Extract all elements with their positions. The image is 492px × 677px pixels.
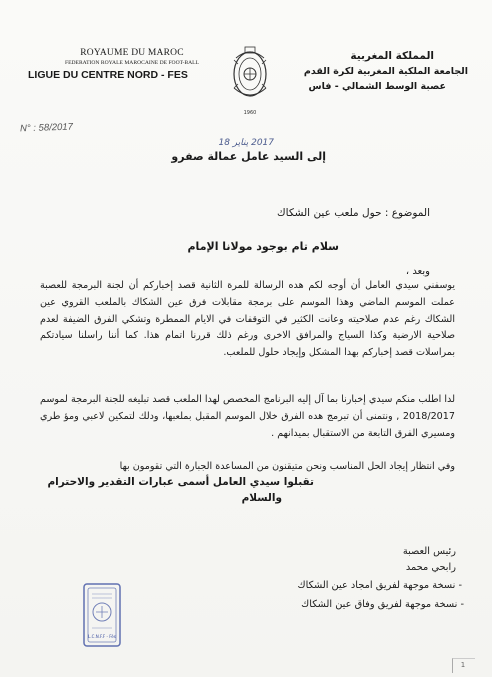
league-logo-icon	[228, 44, 272, 106]
league-label-ar: عصبة الوسط الشمالي - فاس	[308, 81, 446, 92]
french-letterhead	[28, 48, 200, 81]
opening: وبعد ،	[405, 266, 430, 277]
subject-line: الموضوع : حول ملعب عين الشكاك	[276, 207, 430, 219]
kingdom-label: ROYAUME DU MAROC	[80, 48, 184, 58]
signatory-name: رابحي محمد	[405, 562, 456, 573]
federation-label-ar: الجامعة الملكية المغربية لكرة القدم	[303, 66, 468, 77]
reference-number: N° : 58/2017	[19, 121, 74, 135]
closing-formula: تقبلوا سيدي العامل أسمى عبارات التقدير والاحترام	[47, 476, 314, 488]
federation-label: FEDERATION ROYALE MAROCAINE DE FOOT-BALL	[64, 60, 200, 66]
received-date-stamp: 2017 يناير 18	[218, 138, 274, 148]
copy-recipient-2: - نسخة موجهة لفريق وفاق عين الشكاك	[301, 599, 464, 610]
copy-recipient-1: - نسخة موجهة لفريق امجاد عين الشكاك	[297, 580, 462, 591]
page-number: 1	[460, 661, 466, 669]
official-seal-icon	[82, 582, 122, 648]
closing-salutation: والسلام	[241, 492, 282, 504]
greeting: سلام تام بوجود مولانا الإمام	[187, 240, 339, 253]
kingdom-label-ar: المملكة المغربية	[350, 50, 434, 62]
seal-text: L.C.N.F.F - Fès	[88, 634, 116, 639]
logo-year: 1960	[243, 110, 257, 116]
arabic-letterhead	[288, 50, 468, 92]
body-paragraph-2: لدا اطلب منكم سيدي إخبارنا بما آل إليه البرنامج المخصص لهدا الملعب قصد تبليغه للجنة البرمجة لموسم 2018/2017 , ونتمنى أن تبرمج هده الفرق خلال الموسم المقبل بملعبها، ودلك لتمكين لاعبي ومؤ طري ومسيري الفرق التابعة من الاستقبال بميدانهم .	[40, 394, 455, 439]
signatory-title: رئيس العصبة	[402, 546, 456, 557]
league-label: LIGUE DU CENTRE NORD - FES	[28, 69, 188, 81]
body-paragraph-1: يوسفني سيدي العامل أن أوجه لكم هده الرسالة للمرة الثانية قصد إخباركم أن لجنة البرمجة للعصبة عملت الموسم الماضي وهذا الموسم على برمجة مقابلات فرق عين الشكاك بالملعب القروي عين الشكاك رغم عدم صلاحيته وعانت الكثير في التوقفات في الايام الممطرة وتشكي الفرق الضيفة لعدم صلاحية الارضية وكذا السياج والمرافق الاخرى ورغم ذلك قررنا اتمام هذا. كما أننا راسلنا سيادتكم بمراسلات قصد إخباركم بهدا المشكل وإيجاد حلول للملعب.	[40, 280, 455, 359]
body-paragraph-3: وفي انتظار إيجاد الحل المناسب ونحن متيقنون من المساعدة الجبارة التي تقومون بها	[119, 461, 455, 472]
addressee: إلى السيد عامل عمالة صفرو	[171, 150, 326, 163]
